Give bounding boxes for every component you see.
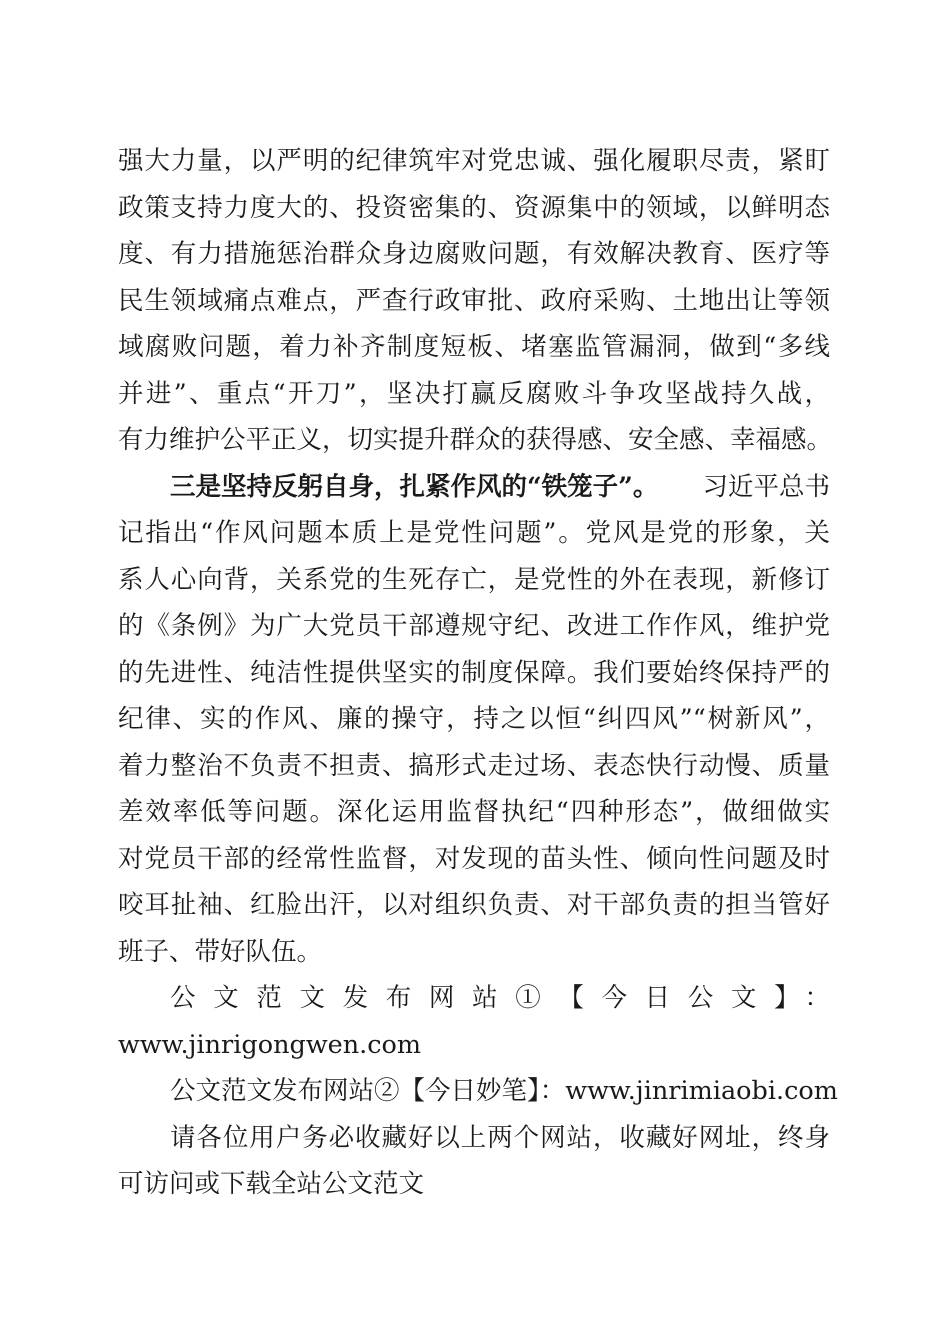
text-line: 着力整治不负责不担责、搞形式走过场、表态快行动慢、质量 <box>118 751 830 781</box>
text-line: 可访问或下载全站公文范文 <box>118 1169 425 1199</box>
text-line: 纪律、实的作风、廉的操守，持之以恒“纠四风”“树新风”， <box>118 704 830 734</box>
text-line: 请各位用户务必收藏好以上两个网站，收藏好网址，终身 <box>170 1123 830 1153</box>
paragraph-heading: 三是坚持反躬自身，扎紧作风的“铁笼子”。 <box>170 472 659 502</box>
website-url-1[interactable]: www.jinrigongwen.com <box>118 1030 422 1060</box>
text-line: 有力维护公平正义，切实提升群众的获得感、安全感、幸福感。 <box>118 425 833 455</box>
text-line: 政策支持力度大的、投资密集的、资源集中的领域，以鲜明态 <box>118 193 830 223</box>
text-line: 差效率低等问题。深化运用监督执纪“四种形态”，做细做实 <box>118 797 830 827</box>
text-line: 班子、带好队伍。 <box>118 937 323 967</box>
text-line: 度、有力措施惩治群众身边腐败问题，有效解决教育、医疗等 <box>118 239 830 269</box>
text-line: 系人心向背，关系党的生死存亡，是党性的外在表现，新修订 <box>118 565 830 595</box>
paragraph-heading-line <box>170 472 830 502</box>
text-line: 的先进性、纯洁性提供坚实的制度保障。我们要始终保持严的 <box>118 658 830 688</box>
website-line-1: 公文范文发布网站①【今日公文】： <box>170 983 830 1013</box>
text-line: 对党员干部的经常性监督，对发现的苗头性、倾向性问题及时 <box>118 844 830 874</box>
text-line: 咬耳扯袖、红脸出汗，以对组织负责、对干部负责的担当管好 <box>118 890 830 920</box>
text-line: 并进”、重点“开刀”，坚决打赢反腐败斗争攻坚战持久战， <box>118 379 830 409</box>
website-line-2: 公文范文发布网站②【今日妙笔】：www.jinrimiaobi.com <box>170 1076 838 1106</box>
text-line: 记指出“作风问题本质上是党性问题”。党风是党的形象，关 <box>118 518 830 548</box>
text-line: 域腐败问题，着力补齐制度短板、堵塞监管漏洞，做到“多线 <box>118 332 830 362</box>
text-line: 的《条例》为广大党员干部遵规守纪、改进工作作风，维护党 <box>118 611 830 641</box>
text-line: 强大力量，以严明的纪律筑牢对党忠诚、强化履职尽责，紧盯 <box>118 146 830 176</box>
text-line: 民生领域痛点难点，严查行政审批、政府采购、土地出让等领 <box>118 286 830 316</box>
text-line: 习近平总书 <box>702 472 830 502</box>
